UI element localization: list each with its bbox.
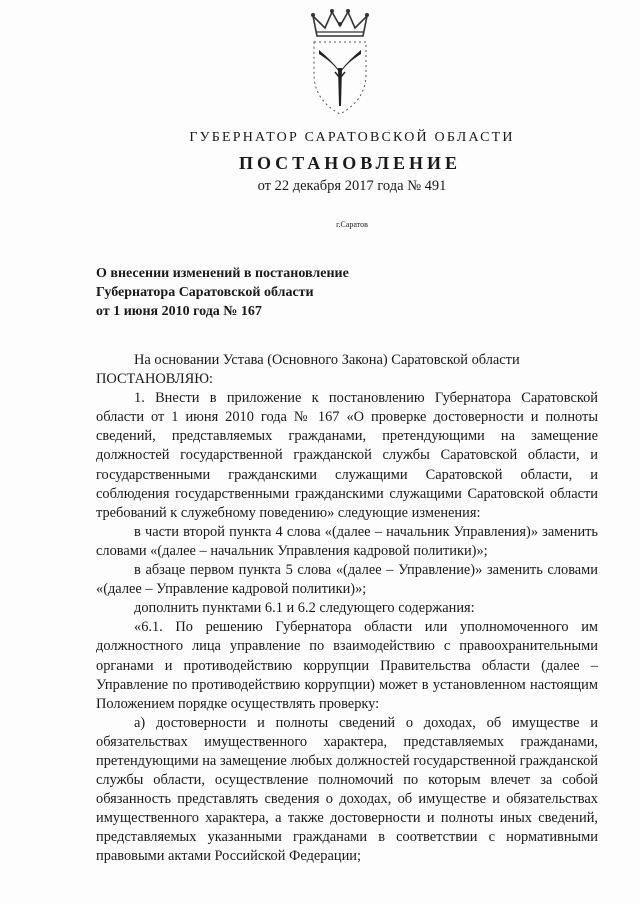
saratov-coat-of-arms-icon [305, 8, 375, 120]
document-city: г.Саратов [336, 220, 368, 229]
paragraph-change-2: в абзаце первом пункта 5 слова «(далее – Управление)» заменить словами «(далее – Управление кадровой политики)»; [96, 562, 598, 598]
subject-line: от 1 июня 2010 года № 167 [96, 304, 262, 319]
paragraph-decree: ПОСТАНОВЛЯЮ: [96, 371, 214, 388]
document-type: ПОСТАНОВЛЕНИЕ [238, 153, 462, 173]
paragraph-6-1: «6.1. По решению Губернатора области или уполномоченного им должностного лица управление по взаимодействию с правоохранительными органами и противодействию коррупции Правительства области (далее – Управление по противодействию коррупции) может в установленном настоящим Положением порядке осуществлять проверку: [96, 619, 598, 712]
paragraph-basis: На основании Устава (Основного Закона) Саратовской области [134, 352, 520, 368]
paragraph-6-1-a: а) достоверности и полноты сведений о доходах, об имуществе и обязательствах имущественного характера, представляемых гражданами, претендующими на замещение любых должностей государственной гражданской службы области, осуществление полномочий по которым влечет за собой обязанность представлять сведения о доходах, об имуществе и обязательствах имущественного характера, а также достоверности и полноты иных сведений, представляемых указанными гражданами в соответствии с нормативными правовыми актами Российской Федерации; [96, 714, 598, 865]
paragraph-change-3: дополнить пунктами 6.1 и 6.2 следующего содержания: [134, 600, 475, 617]
document-subject [96, 264, 396, 321]
subject-line: О внесении изменений в постановление [96, 266, 349, 281]
document-body [96, 351, 598, 867]
paragraph-change-1: в части второй пункта 4 слова «(далее – начальник Управления)» заменить словами «(далее – начальник Управления кадровой политики)»; [96, 523, 598, 559]
document-date-number: от 22 декабря 2017 года № 491 [257, 178, 447, 194]
paragraph-item-1: 1. Внести в приложение к постановлению Губернатора Саратовской области от 1 июня 2010 года № 167 «О проверке достоверности и полноты сведений, представляемых гражданами, претендующими на замещение должностей государственной гражданской службы Саратовской области, и государственными гражданскими служащими Саратовской области, и соблюдения государственными гражданскими служащими Саратовской области требований к служебному поведению» следующие изменения: [96, 390, 598, 521]
issuing-authority: ГУБЕРНАТОР САРАТОВСКОЙ ОБЛАСТИ [189, 130, 515, 145]
subject-line: Губернатора Саратовской области [96, 285, 314, 300]
